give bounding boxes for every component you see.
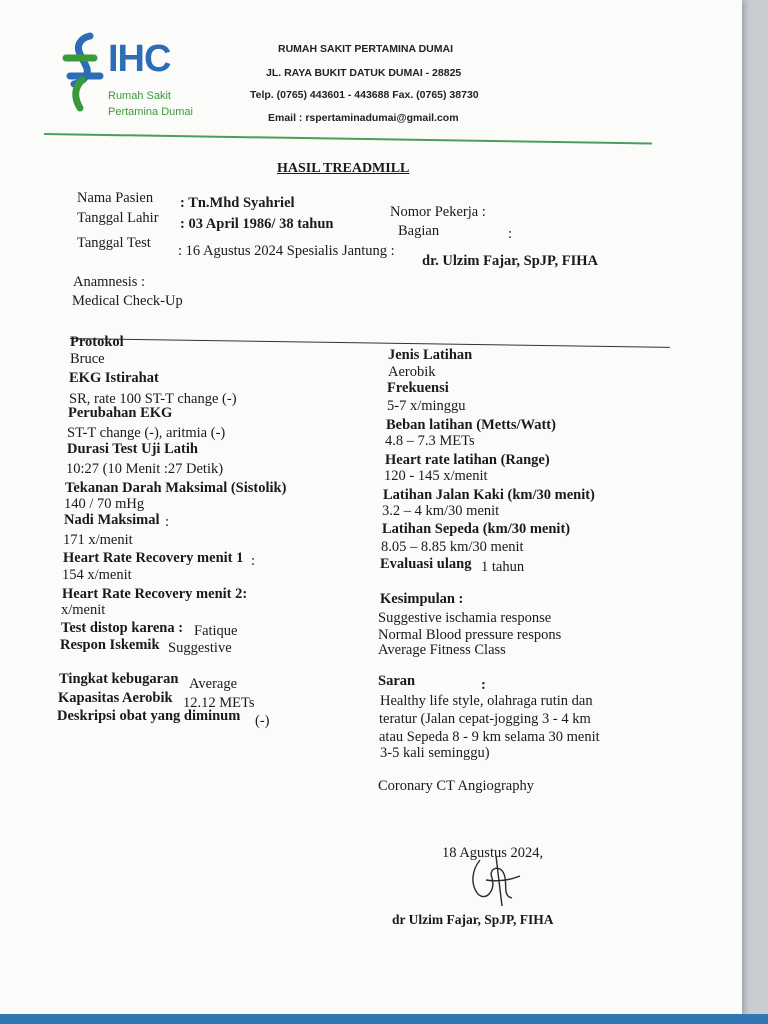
dob-label: Tanggal Lahir: [77, 210, 159, 226]
kesimpulan-label: Kesimpulan :: [380, 591, 464, 607]
kebugaran-value: Average: [189, 676, 238, 692]
protokol-value: Bruce: [70, 351, 105, 367]
test-date-label: Tanggal Test: [77, 235, 151, 251]
durasi-value: 10:27 (10 Menit :27 Detik): [66, 461, 224, 477]
coronary-ct: Coronary CT Angiography: [378, 778, 534, 794]
hrr1-label: Heart Rate Recovery menit 1: [63, 550, 244, 566]
patient-name-value: : Tn.Mhd Syahriel: [180, 195, 295, 211]
frekuensi-value: 5-7 x/minggu: [387, 398, 466, 414]
kesimpulan-line-3: Average Fitness Class: [378, 642, 506, 658]
logo-text: IHC: [108, 38, 171, 80]
respon-iskemik-value: Suggestive: [168, 640, 232, 656]
perubahan-ekg-label: Perubahan EKG: [68, 405, 173, 421]
worker-number-label: Nomor Pekerja :: [390, 204, 486, 220]
kapasitas-aerobik-value: 12.12 METs: [183, 695, 255, 711]
nadi-maksimal-value: 171 x/menit: [63, 532, 133, 548]
evaluasi-value: 1 tahun: [481, 559, 525, 575]
jenis-latihan-label: Jenis Latihan: [388, 347, 473, 363]
saran-line-2: teratur (Jalan cepat-jogging 3 - 4 km: [379, 711, 591, 727]
tekanan-darah-value: 140 / 70 mHg: [64, 496, 145, 512]
evaluasi-label: Evaluasi ulang: [380, 556, 472, 572]
respon-iskemik-label: Respon Iskemik: [60, 637, 160, 653]
hospital-email: Email : rspertaminadumai@gmail.com: [268, 112, 459, 124]
logo-subtitle-2: Pertamina Dumai: [108, 106, 193, 118]
protokol-label: Protokol: [70, 334, 124, 350]
kesimpulan-line-2: Normal Blood pressure respons: [378, 627, 562, 643]
beban-latihan-value: 4.8 – 7.3 METs: [385, 433, 475, 449]
durasi-label: Durasi Test Uji Latih: [67, 441, 198, 457]
hrr2-value: x/menit: [61, 602, 106, 618]
frekuensi-label: Frekuensi: [387, 380, 449, 396]
tekanan-darah-label: Tekanan Darah Maksimal (Sistolik): [65, 480, 287, 496]
anamnesis-label: Anamnesis :: [73, 274, 146, 290]
document-title: HASIL TREADMILL: [277, 161, 410, 176]
hr-latihan-label: Heart rate latihan (Range): [385, 452, 550, 468]
saran-line-3: atau Sepeda 8 - 9 km selama 30 menit: [379, 729, 600, 745]
department-colon: :: [508, 226, 513, 242]
hrr1-colon: :: [251, 553, 256, 569]
ekg-label: EKG Istirahat: [69, 370, 159, 386]
hospital-logo: [60, 30, 210, 120]
sepeda-value: 8.05 – 8.85 km/30 menit: [381, 539, 524, 555]
scan-edge-strip: [0, 1014, 768, 1024]
section-divider: [70, 338, 670, 348]
jalan-kaki-label: Latihan Jalan Kaki (km/30 menit): [383, 487, 595, 503]
saran-line-1: Healthy life style, olahraga rutin dan: [380, 693, 593, 709]
sepeda-label: Latihan Sepeda (km/30 menit): [382, 521, 571, 537]
kapasitas-aerobik-label: Kapasitas Aerobik: [58, 690, 173, 706]
signature-name: dr Ulzim Fajar, SpJP, FIHA: [392, 912, 554, 927]
test-date-value: : 16 Agustus 2024 Spesialis Jantung :: [178, 243, 395, 259]
patient-name-label: Nama Pasien: [77, 190, 154, 206]
obat-label: Deskripsi obat yang diminum: [57, 708, 241, 724]
specialist-name: dr. Ulzim Fajar, SpJP, FIHA: [422, 253, 599, 269]
saran-line-4: 3-5 kali seminggu): [380, 745, 490, 761]
signature-scribble-icon: [462, 850, 532, 910]
saran-colon: :: [481, 677, 486, 693]
hrr1-value: 154 x/menit: [62, 567, 132, 583]
dob-value: : 03 April 1986/ 38 tahun: [180, 216, 334, 232]
hospital-phone: Telp. (0765) 443601 - 443688 Fax. (0765) 38730: [250, 89, 479, 101]
signature-date: 18 Agustus 2024,: [442, 845, 544, 861]
hr-latihan-value: 120 - 145 x/menit: [384, 468, 488, 484]
ekg-value: SR, rate 100 ST-T change (-): [69, 391, 237, 407]
kebugaran-label: Tingkat kebugaran: [59, 671, 179, 687]
anamnesis-value: Medical Check-Up: [72, 293, 183, 309]
header-divider: [44, 133, 652, 145]
hospital-address: JL. RAYA BUKIT DATUK DUMAI - 28825: [266, 67, 462, 79]
department-label: Bagian: [398, 223, 440, 239]
saran-label: Saran: [378, 673, 416, 689]
beban-latihan-label: Beban latihan (Metts/Watt): [386, 417, 556, 433]
perubahan-ekg-value: ST-T change (-), aritmia (-): [67, 425, 226, 441]
hospital-name: RUMAH SAKIT PERTAMINA DUMAI: [278, 43, 453, 55]
logo-subtitle-1: Rumah Sakit: [108, 90, 171, 102]
jalan-kaki-value: 3.2 – 4 km/30 menit: [382, 503, 500, 519]
nadi-maksimal-colon: :: [165, 514, 170, 530]
nadi-maksimal-label: Nadi Maksimal: [64, 512, 160, 528]
distop-label: Test distop karena :: [61, 620, 184, 636]
obat-value: (-): [255, 713, 270, 729]
ihc-logo-icon: [60, 32, 108, 114]
jenis-latihan-value: Aerobik: [388, 364, 436, 380]
hrr2-label: Heart Rate Recovery menit 2:: [62, 586, 248, 602]
distop-value: Fatique: [194, 623, 238, 639]
kesimpulan-line-1: Suggestive ischamia response: [378, 610, 552, 626]
